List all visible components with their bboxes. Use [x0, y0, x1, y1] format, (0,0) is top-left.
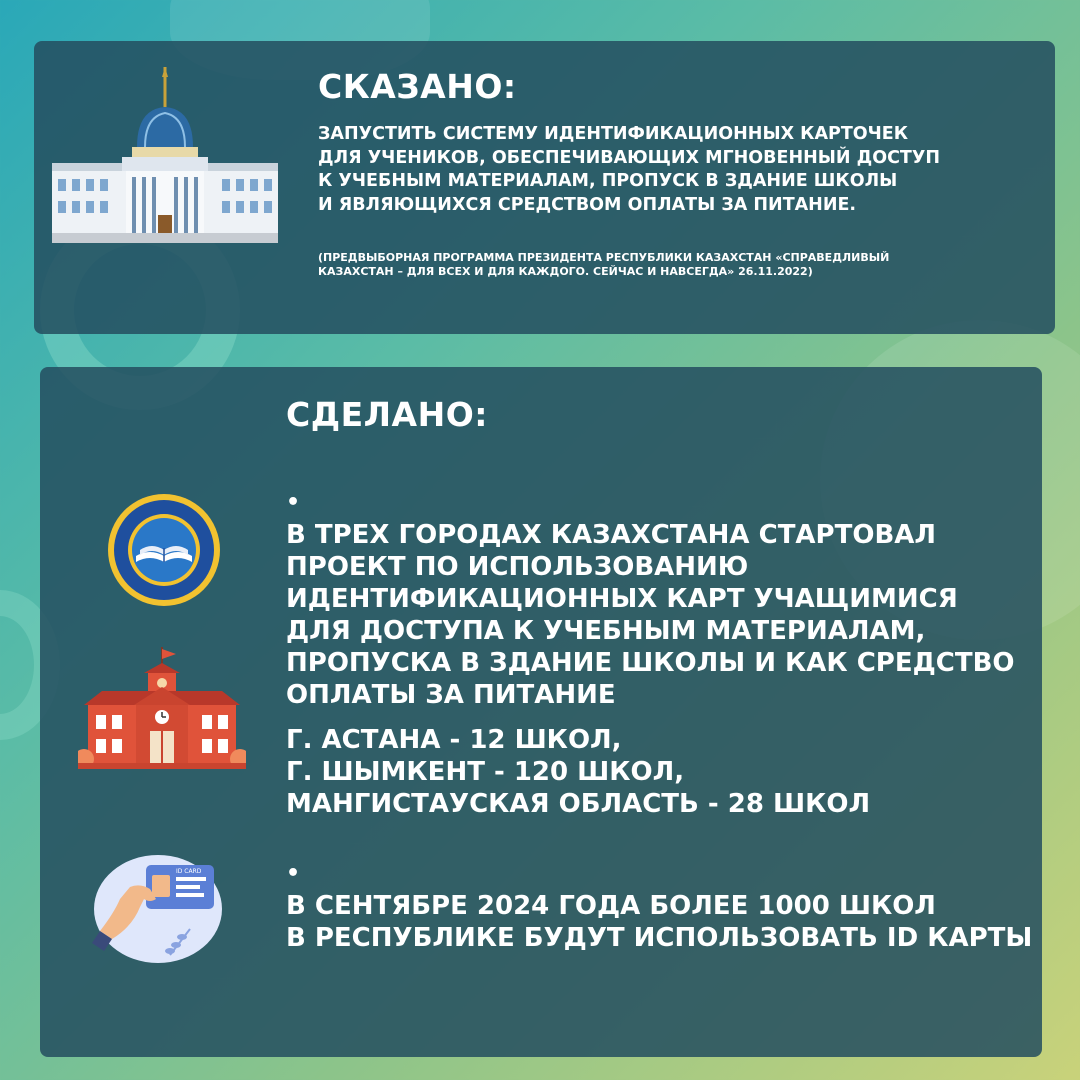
done-point-1 — [286, 487, 1015, 711]
done-point-line — [286, 487, 1015, 551]
said-source-note — [318, 251, 1018, 279]
id-card-label: ID CARD — [176, 868, 202, 875]
done-point-line: В РЕСПУБЛИКЕ БУДУТ ИСПОЛЬЗОВАТЬ ID КАРТЫ — [286, 923, 1033, 953]
said-panel — [34, 41, 1055, 334]
done-point-line: ДЛЯ ДОСТУПА К УЧЕБНЫМ МАТЕРИАЛАМ, — [286, 616, 926, 646]
said-statement-line: К УЧЕБНЫМ МАТЕРИАЛАМ, ПРОПУСК В ЗДАНИЕ ШКОЛЫ — [318, 171, 898, 191]
ministry-emblem-icon — [106, 492, 222, 608]
city-item: Г. ШЫМКЕНТ - 120 ШКОЛ, — [286, 757, 685, 787]
school-building-icon — [78, 647, 246, 771]
cities-list — [286, 724, 870, 820]
done-point-line: ОПЛАТЫ ЗА ПИТАНИЕ — [286, 680, 616, 710]
done-point-line: ПРОЕКТ ПО ИСПОЛЬЗОВАНИЮ — [286, 552, 749, 582]
done-point-line: ИДЕНТИФИКАЦИОННЫХ КАРТ УЧАЩИМИСЯ — [286, 584, 958, 614]
said-statement — [318, 123, 1018, 217]
done-point-text: В СЕНТЯБРЕ 2024 ГОДА БОЛЕЕ 1000 ШКОЛ — [286, 891, 936, 921]
said-statement-line: И ЯВЛЯЮЩИХСЯ СРЕДСТВОМ ОПЛАТЫ ЗА ПИТАНИЕ. — [318, 194, 857, 215]
said-source-line: (ПРЕДВЫБОРНАЯ ПРОГРАММА ПРЕЗИДЕНТА РЕСПУБЛИКИ КАЗАХСТАН «СПРАВЕДЛИВЫЙ — [318, 251, 890, 264]
said-statement-line: ДЛЯ УЧЕНИКОВ, ОБЕСПЕЧИВАЮЩИХ МГНОВЕННЫЙ ДОСТУП — [318, 147, 941, 168]
bullet-icon: • — [286, 490, 301, 515]
done-point-line: ПРОПУСКА В ЗДАНИЕ ШКОЛЫ И КАК СРЕДСТВО — [286, 648, 1015, 678]
done-title: СДЕЛАНО: — [286, 395, 488, 434]
said-source-line: КАЗАХСТАН – ДЛЯ ВСЕХ И ДЛЯ КАЖДОГО. СЕЙЧАС И НАВСЕГДА» 26.11.2022) — [318, 265, 813, 278]
said-title: СКАЗАНО: — [318, 67, 517, 106]
presidential-palace-icon — [52, 67, 278, 247]
done-panel — [40, 367, 1042, 1057]
bullet-icon: • — [286, 861, 301, 886]
done-point-text: В ТРЕХ ГОРОДАХ КАЗАХСТАНА СТАРТОВАЛ — [286, 520, 936, 550]
done-point-line — [286, 858, 1032, 922]
said-statement-line: ЗАПУСТИТЬ СИСТЕМУ ИДЕНТИФИКАЦИОННЫХ КАРТОЧЕК — [318, 124, 909, 144]
city-item: МАНГИСТАУСКАЯ ОБЛАСТЬ - 28 ШКОЛ — [286, 789, 871, 819]
done-point-2 — [286, 858, 1032, 954]
id-card-hand-icon — [90, 847, 230, 967]
city-item: Г. АСТАНА - 12 ШКОЛ, — [286, 725, 622, 755]
